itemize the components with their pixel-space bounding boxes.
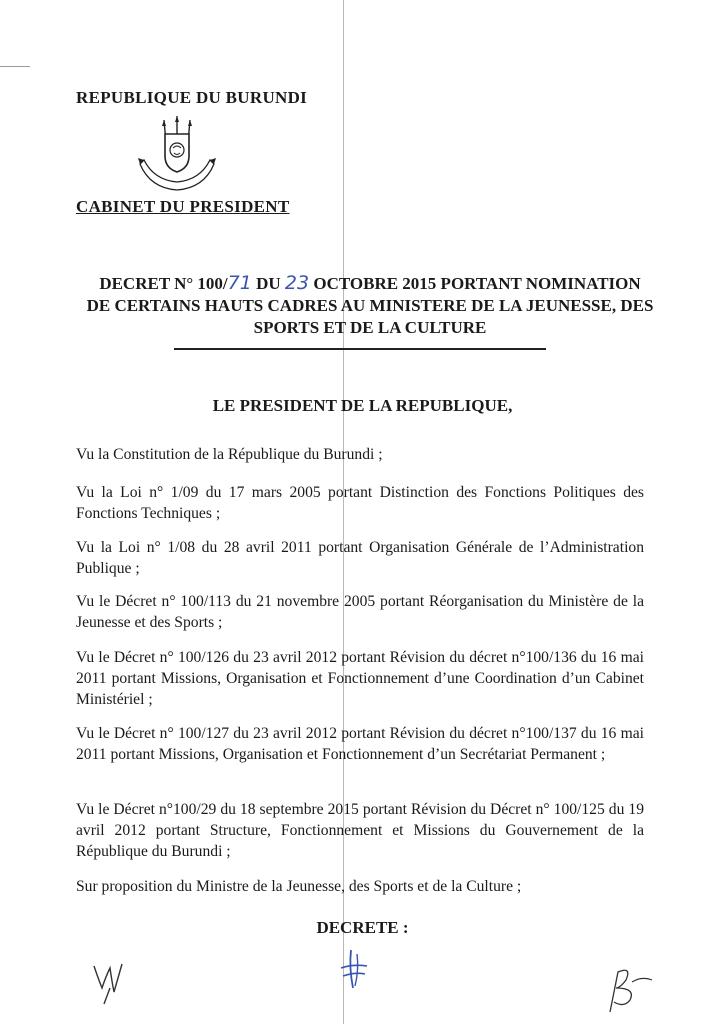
consideration-text: Vu le Décret n°100/29 du 18 septembre 2015 portant Révision du Décret n° 100/125 du 19 avril 2012 portant Structure, Fonctionnement et Missions du Gouvernement de la République du Burundi ; (76, 801, 644, 860)
decree-du: DU (256, 274, 281, 293)
scan-edge-mark (0, 66, 30, 67)
initials-paraph-right-icon (596, 962, 656, 1023)
consideration-3 (76, 537, 644, 579)
consideration-1 (76, 444, 644, 465)
president-heading: LE PRESIDENT DE LA REPUBLIQUE, (212, 396, 513, 415)
initials-paraph-left-icon (88, 958, 128, 1013)
consideration-6 (76, 723, 644, 765)
consideration-4 (76, 591, 644, 633)
republic-heading: REPUBLIQUE DU BURUNDI (76, 88, 308, 107)
title-divider (174, 348, 546, 350)
consideration-text: Vu le Décret n° 100/113 du 21 novembre 2005 portant Réorganisation du Ministère de la Jeunesse et des Sports ; (76, 593, 644, 631)
decree-number-prefix: DECRET N° 100/ (99, 274, 228, 293)
decree-title (60, 272, 680, 339)
decree-day-handwritten: 23 (284, 272, 310, 294)
consideration-text: Vu le Décret n° 100/126 du 23 avril 2012 portant Révision du décret n°100/136 du 16 mai 2011 portant Missions, Organisation et Fonctionnement d’une Coordination d’un Cabinet Ministériel ; (76, 649, 644, 708)
cabinet-heading: CABINET DU PRESIDENT (76, 197, 290, 216)
consideration-2 (76, 482, 644, 524)
consideration-7 (76, 799, 644, 862)
initials-paraph-center-icon (333, 946, 373, 997)
decree-number-handwritten: 71 (227, 272, 252, 294)
consideration-text: Vu la Loi n° 1/08 du 28 avril 2011 portant Organisation Générale de l’Administration Publique ; (76, 539, 644, 577)
consideration-text: Vu la Constitution de la République du Burundi ; (76, 446, 383, 463)
coat-of-arms-icon (134, 114, 220, 194)
consideration-5 (76, 647, 644, 710)
consideration-text: Vu la Loi n° 1/09 du 17 mars 2005 portant Distinction des Fonctions Politiques des Fonctions Techniques ; (76, 484, 644, 522)
consideration-text: Sur proposition du Ministre de la Jeunesse, des Sports et de la Culture ; (76, 878, 522, 895)
consideration-8 (76, 876, 644, 897)
decree-title-line-1 (60, 272, 680, 295)
decree-title-line-1-rest: OCTOBRE 2015 PORTANT NOMINATION (313, 274, 641, 293)
consideration-text: Vu le Décret n° 100/127 du 23 avril 2012 portant Révision du décret n°100/137 du 16 mai 2011 portant Missions, Organisation et Fonctionnement d’un Secrétariat Permanent ; (76, 725, 644, 763)
decrete-heading: DECRETE : (316, 918, 409, 937)
decree-title-line-3: SPORTS ET DE LA CULTURE (253, 318, 487, 337)
decree-title-line-2: DE CERTAINS HAUTS CADRES AU MINISTERE DE LA JEUNESSE, DES (86, 296, 654, 315)
